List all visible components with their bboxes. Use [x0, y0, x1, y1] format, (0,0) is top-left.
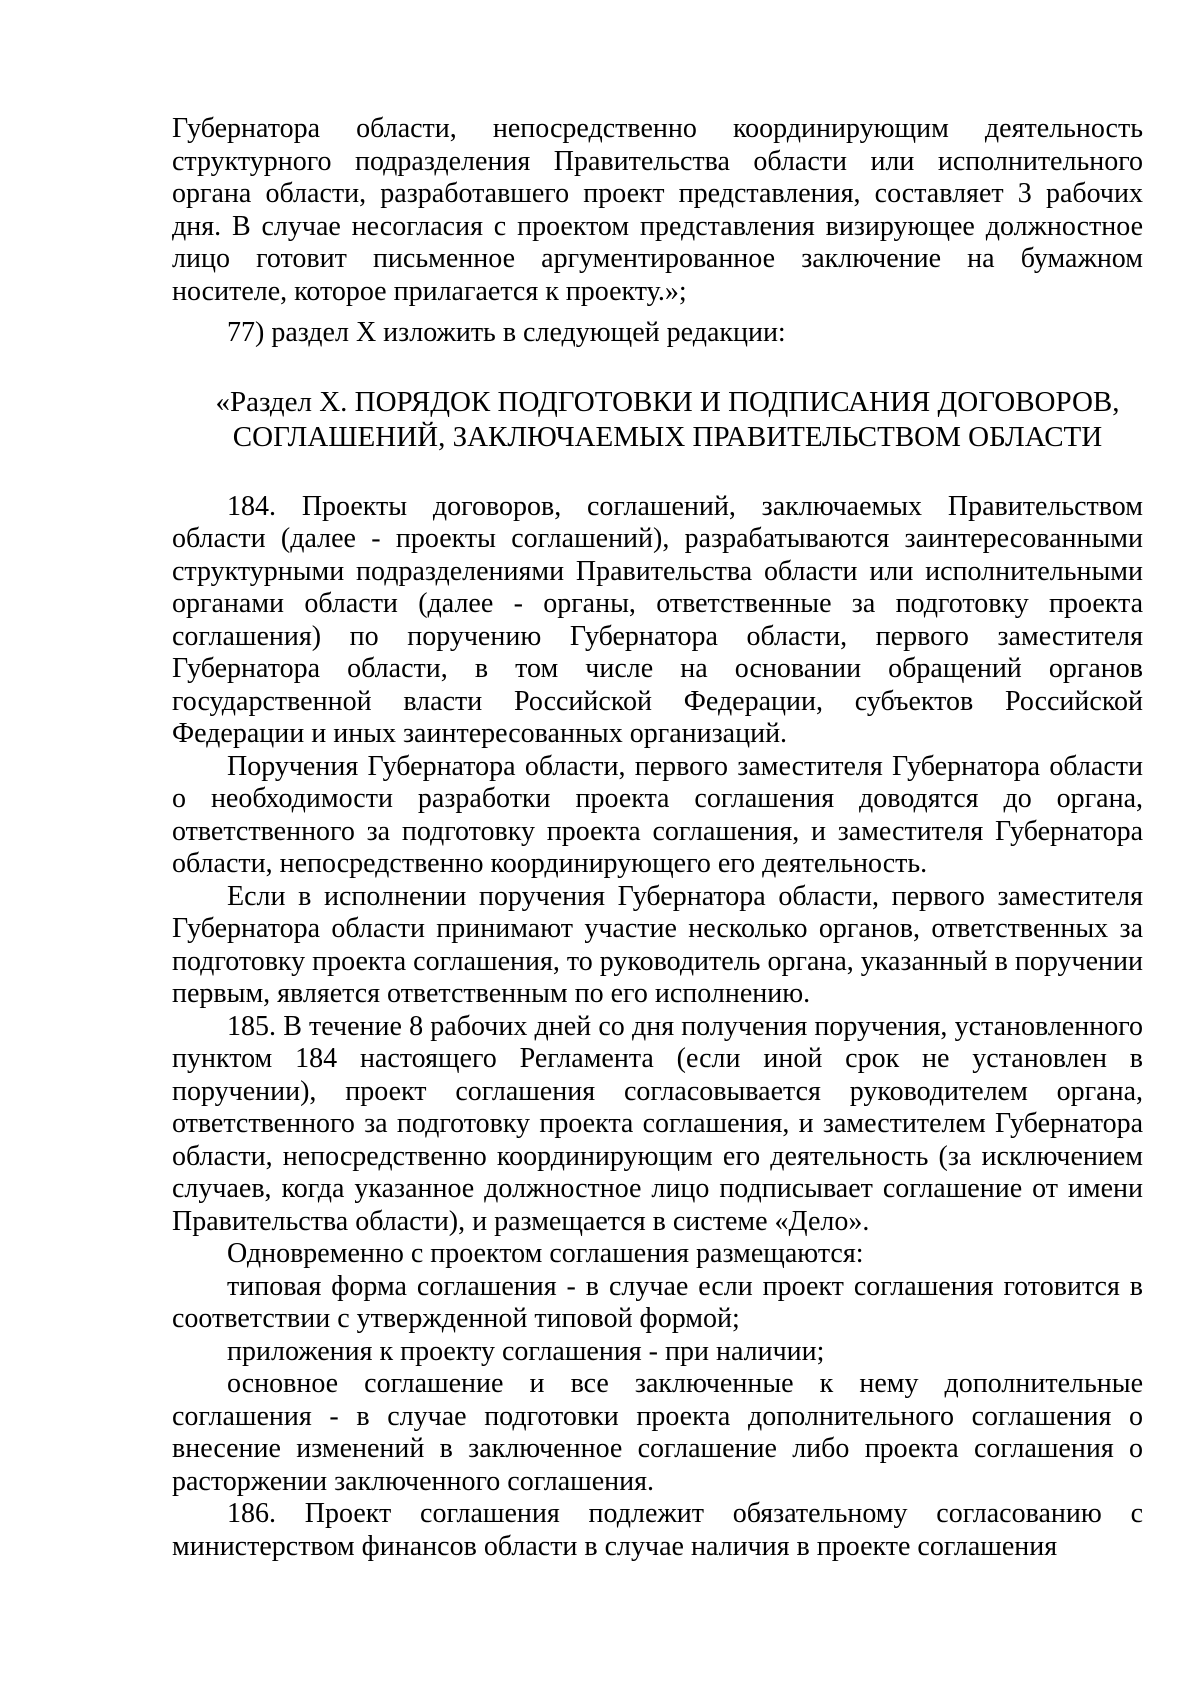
section-heading: [172, 385, 1143, 455]
paragraph-clause-184: 184. Проекты договоров, соглашений, заключаемых Правительством области (далее - проекты соглашений), разрабатываются заинтересованными структурными подразделениями Правительства области или исполнительными органами области (далее - органы, ответственные за подготовку проекта соглашения) по поручению Губернатора области, первого заместителя Губернатора области, в том числе на основании обращений органов государственной власти Российской Федерации, субъектов Российской Федерации и иных заинтересованных организаций.: [172, 490, 1143, 749]
paragraph-placed-together: Одновременно с проектом соглашения размещаются:: [227, 1238, 864, 1269]
section-heading-line-1: «Раздел X. ПОРЯДОК ПОДГОТОВКИ И ПОДПИСАНИЯ ДОГОВОРОВ,: [215, 385, 1120, 418]
paragraph-multiple-organs: Если в исполнении поручения Губернатора области, первого заместителя Губернатора области принимают участие несколько органов, ответственных за подготовку проекта соглашения, то руководитель органа, указанный в поручении первым, является ответственным по его исполнению.: [172, 880, 1143, 1009]
paragraph-continuation: Губернатора области, непосредственно координирующим деятельность структурного подразделения Правительства области или исполнительного органа области, разработавшего проект представления, составляет 3 рабочих дня. В случае несогласия с проектом представления визирующее должностное лицо готовит письменное аргументированное заключение на бумажном носителе, которое прилагается к проекту.»;: [172, 113, 1143, 307]
list-item-attachments: приложения к проекту соглашения - при наличии;: [227, 1335, 825, 1367]
document-page: [172, 113, 1143, 1563]
paragraph-clause-186: 186. Проект соглашения подлежит обязательному согласованию с министерством финансов области в случае наличия в проекте соглашения: [172, 1498, 1143, 1562]
list-item-typical-form: типовая форма соглашения - в случае если проект соглашения готовится в соответствии с утвержденной типовой формой;: [172, 1270, 1143, 1334]
section-heading-line-2: СОГЛАШЕНИЙ, ЗАКЛЮЧАЕМЫХ ПРАВИТЕЛЬСТВОМ ОБЛАСТИ: [232, 420, 1103, 453]
paragraph-instructions: Поручения Губернатора области, первого заместителя Губернатора области о необходимости разработки проекта соглашения доводятся до органа, ответственного за подготовку проекта соглашения, и заместителя Губернатора области, непосредственно координирующего его деятельность.: [172, 750, 1143, 879]
paragraph-item-77: 77) раздел X изложить в следующей редакции:: [227, 317, 786, 348]
paragraph-clause-185: 185. В течение 8 рабочих дней со дня получения поручения, установленного пунктом 184 настоящего Регламента (если иной срок не установлен в поручении), проект соглашения согласовывается руководителем органа, ответственного за подготовку проекта соглашения, и заместителем Губернатора области, непосредственно координирующим его деятельность (за исключением случаев, когда указанное должностное лицо подписывает соглашение от имени Правительства области), и размещается в системе «Дело».: [172, 1010, 1143, 1237]
list-item-main-agreement: основное соглашение и все заключенные к нему дополнительные соглашения - в случае подготовки проекта дополнительного соглашения о внесение изменений в заключенное соглашение либо проекта соглашения о расторжении заключенного соглашения.: [172, 1368, 1143, 1497]
